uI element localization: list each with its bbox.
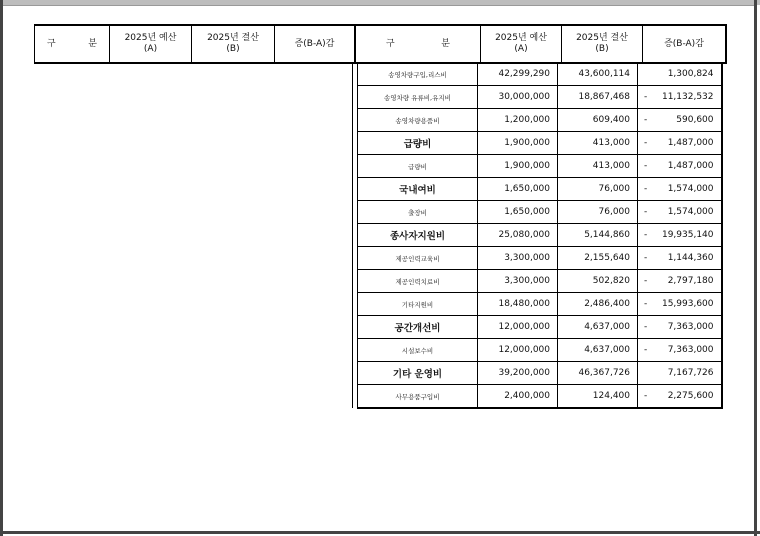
row-diff — [638, 224, 722, 247]
table-row — [353, 86, 722, 109]
row-diff-sign: - — [644, 207, 648, 217]
row-diff-sign: - — [644, 253, 648, 263]
row-diff — [638, 86, 722, 109]
row-diff — [638, 362, 722, 385]
row-diff-sign: - — [644, 322, 648, 332]
table-row — [353, 247, 722, 270]
row-budget: 3,300,000 — [478, 247, 558, 270]
row-settlement: 18,867,468 — [558, 86, 638, 109]
page-inner-line — [3, 5, 754, 6]
row-diff — [638, 385, 722, 409]
header-right-budget: 2025년 예산 (A) — [481, 25, 562, 63]
table-row — [353, 316, 722, 339]
row-budget: 39,200,000 — [478, 362, 558, 385]
row-settlement: 76,000 — [558, 201, 638, 224]
table-row — [353, 201, 722, 224]
row-settlement: 2,486,400 — [558, 293, 638, 316]
data-table — [352, 62, 723, 409]
table-row — [353, 178, 722, 201]
row-settlement: 43,600,114 — [558, 63, 638, 86]
row-settlement: 609,400 — [558, 109, 638, 132]
row-diff — [638, 155, 722, 178]
row-label: 급량비 — [358, 132, 478, 155]
row-diff-sign: - — [644, 276, 648, 286]
row-diff-value: 7,167,726 — [667, 368, 714, 378]
row-settlement: 76,000 — [558, 178, 638, 201]
row-diff-sign: - — [644, 92, 648, 102]
row-label: 공간개선비 — [358, 316, 478, 339]
row-label: 급량비 — [358, 155, 478, 178]
row-diff — [638, 316, 722, 339]
row-diff — [638, 339, 722, 362]
row-diff-value: 15,993,600 — [661, 299, 714, 309]
table-row — [353, 385, 722, 409]
row-label: 출장비 — [358, 201, 478, 224]
row-label: 제공인력교육비 — [358, 247, 478, 270]
row-label: 종사자지원비 — [358, 224, 478, 247]
row-diff-sign: - — [644, 345, 648, 355]
table-header — [34, 24, 727, 64]
row-label: 기타지원비 — [358, 293, 478, 316]
table-row — [353, 224, 722, 247]
row-label: 사무용품구입비 — [358, 385, 478, 409]
header-left-settlement: 2025년 결산 (B) — [192, 25, 275, 63]
row-budget: 1,650,000 — [478, 201, 558, 224]
page-bottom-border — [0, 531, 760, 534]
row-budget: 12,000,000 — [478, 339, 558, 362]
header-right-diff: 증(B-A)감 — [643, 25, 727, 63]
row-diff — [638, 109, 722, 132]
row-settlement: 4,637,000 — [558, 339, 638, 362]
row-budget: 1,200,000 — [478, 109, 558, 132]
row-label: 국내여비 — [358, 178, 478, 201]
row-diff-value: 7,363,000 — [667, 322, 714, 332]
row-diff-value: 2,275,600 — [667, 391, 714, 401]
page-right-border — [754, 0, 757, 536]
row-budget: 1,900,000 — [478, 155, 558, 178]
row-label: 송영차량용품비 — [358, 109, 478, 132]
row-diff-sign: - — [644, 115, 648, 125]
row-diff-value: 11,132,532 — [661, 92, 714, 102]
header-right-settlement: 2025년 결산 (B) — [562, 25, 643, 63]
row-settlement: 46,367,726 — [558, 362, 638, 385]
page-left-border — [0, 0, 3, 536]
row-budget: 42,299,290 — [478, 63, 558, 86]
header-left-budget: 2025년 예산 (A) — [110, 25, 192, 63]
table-row — [353, 339, 722, 362]
row-label: 시설보수비 — [358, 339, 478, 362]
row-diff-value: 1,574,000 — [667, 184, 714, 194]
row-diff-value: 7,363,000 — [667, 345, 714, 355]
row-budget: 1,650,000 — [478, 178, 558, 201]
row-diff — [638, 178, 722, 201]
row-diff-value: 2,797,180 — [667, 276, 714, 286]
header-right-gubun: 구 분 — [355, 25, 481, 63]
row-label: 송영차량구입,리스비 — [358, 63, 478, 86]
table-row — [353, 63, 722, 86]
row-diff-sign: - — [644, 391, 648, 401]
table-row — [353, 270, 722, 293]
row-label: 기타 운영비 — [358, 362, 478, 385]
row-label: 송영차량 유류비,유지비 — [358, 86, 478, 109]
row-diff — [638, 63, 722, 86]
row-diff — [638, 201, 722, 224]
row-diff — [638, 132, 722, 155]
row-diff-sign: - — [644, 138, 648, 148]
row-diff — [638, 293, 722, 316]
row-diff-value: 1,487,000 — [667, 138, 714, 148]
table-row — [353, 109, 722, 132]
table-row — [353, 362, 722, 385]
row-diff-value: 19,935,140 — [661, 230, 714, 240]
row-diff-value: 1,487,000 — [667, 161, 714, 171]
row-diff-value: 590,600 — [676, 115, 714, 125]
row-settlement: 413,000 — [558, 132, 638, 155]
row-diff-value: 1,144,360 — [667, 253, 714, 263]
row-diff-sign: - — [644, 230, 648, 240]
row-budget: 30,000,000 — [478, 86, 558, 109]
row-diff-value: 1,574,000 — [667, 207, 714, 217]
row-label: 제공인력치료비 — [358, 270, 478, 293]
row-diff — [638, 247, 722, 270]
header-left-gubun: 구 분 — [35, 25, 110, 63]
row-settlement: 502,820 — [558, 270, 638, 293]
row-diff-sign: - — [644, 161, 648, 171]
row-diff — [638, 270, 722, 293]
row-diff-sign: - — [644, 299, 648, 309]
row-budget: 2,400,000 — [478, 385, 558, 409]
row-settlement: 2,155,640 — [558, 247, 638, 270]
row-budget: 1,900,000 — [478, 132, 558, 155]
row-budget: 3,300,000 — [478, 270, 558, 293]
row-settlement: 124,400 — [558, 385, 638, 409]
row-budget: 12,000,000 — [478, 316, 558, 339]
row-settlement: 413,000 — [558, 155, 638, 178]
header-left-diff: 증(B-A)감 — [275, 25, 356, 63]
row-diff-value: 1,300,824 — [667, 69, 714, 79]
row-budget: 18,480,000 — [478, 293, 558, 316]
table-row — [353, 132, 722, 155]
row-settlement: 4,637,000 — [558, 316, 638, 339]
row-budget: 25,080,000 — [478, 224, 558, 247]
row-diff-sign: - — [644, 184, 648, 194]
table-row — [353, 155, 722, 178]
row-settlement: 5,144,860 — [558, 224, 638, 247]
table-row — [353, 293, 722, 316]
